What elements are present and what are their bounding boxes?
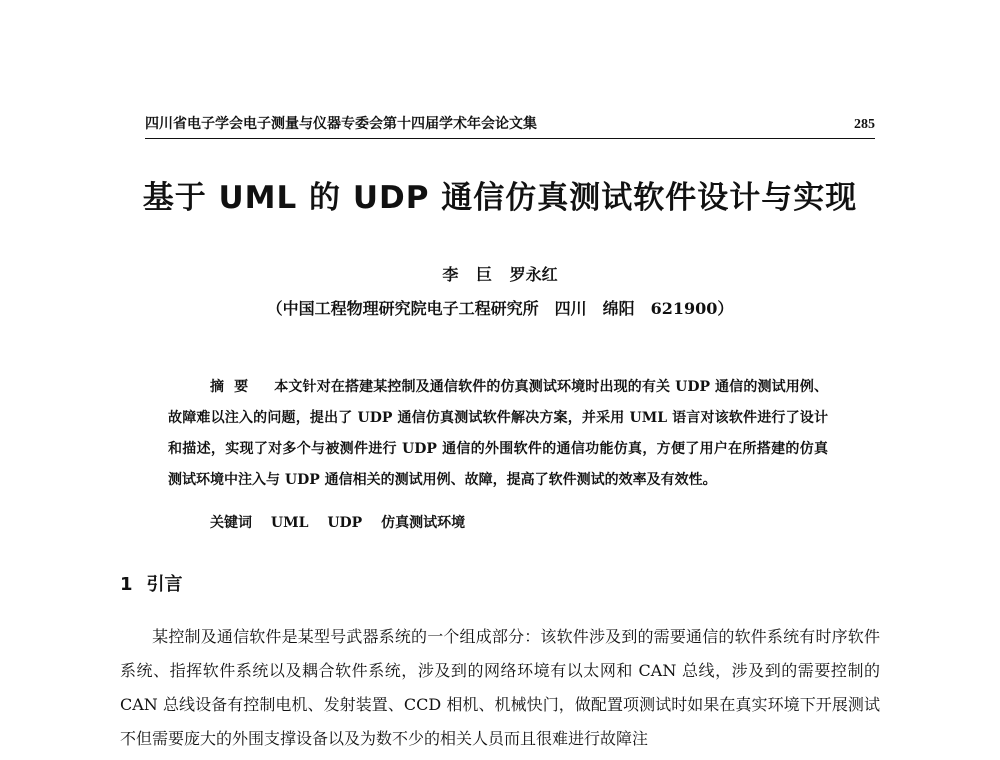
running-header [145,112,875,139]
keyword-item: 仿真测试环境 [381,515,466,531]
authors: 李 巨 罗永红 [442,265,558,284]
section-title: 引言 [146,574,183,595]
body-paragraph [120,620,880,756]
affiliation: （中国工程物理研究院电子工程研究所 四川 绵阳 621900） [266,299,734,318]
abstract-label: 摘要 [210,379,259,395]
journal-title: 四川省电子学会电子测量与仪器专委会第十四届学术年会论文集 [145,116,537,132]
section-number: 1 [120,574,133,595]
section-heading [120,570,183,596]
body-text: 某控制及通信软件是某型号武器系统的一个组成部分：该软件涉及到的需要通信的软件系统有时序软件系统、指挥软件系统以及耦合软件系统，涉及到的网络环境有以太网和 CAN 总线，涉及到的需要控制的 CAN 总线设备有控制电机、发射装置、CCD 相机、机械快门，做配置项测试时如果在真实环境下开展测试不但需要庞大的外围支撑设备以及为数不少的相关人员而且很难进行故障注 [120,627,880,748]
keywords-label: 关键词 [210,515,252,531]
keyword-item: UML [270,515,309,531]
keywords [210,512,479,532]
keyword-item: UDP [327,515,363,531]
page-number: 285 [854,117,875,132]
abstract [168,372,828,496]
abstract-text: 本文针对在搭建某控制及通信软件的仿真测试环境时出现的有关 UDP 通信的测试用例、故障难以注入的问题，提出了 UDP 通信仿真测试软件解决方案，并采用 UML 语言对该软件进行了设计和描述，实现了对多个与被测件进行 UDP 通信的外围软件的通信功能仿真，方便了用户在所搭建的仿真测试环境中注入与 UDP 通信相关的测试用例、故障，提高了软件测试的效率及有效性。 [168,379,829,488]
paper-title: 基于 UML 的 UDP 通信仿真测试软件设计与实现 [142,180,858,216]
